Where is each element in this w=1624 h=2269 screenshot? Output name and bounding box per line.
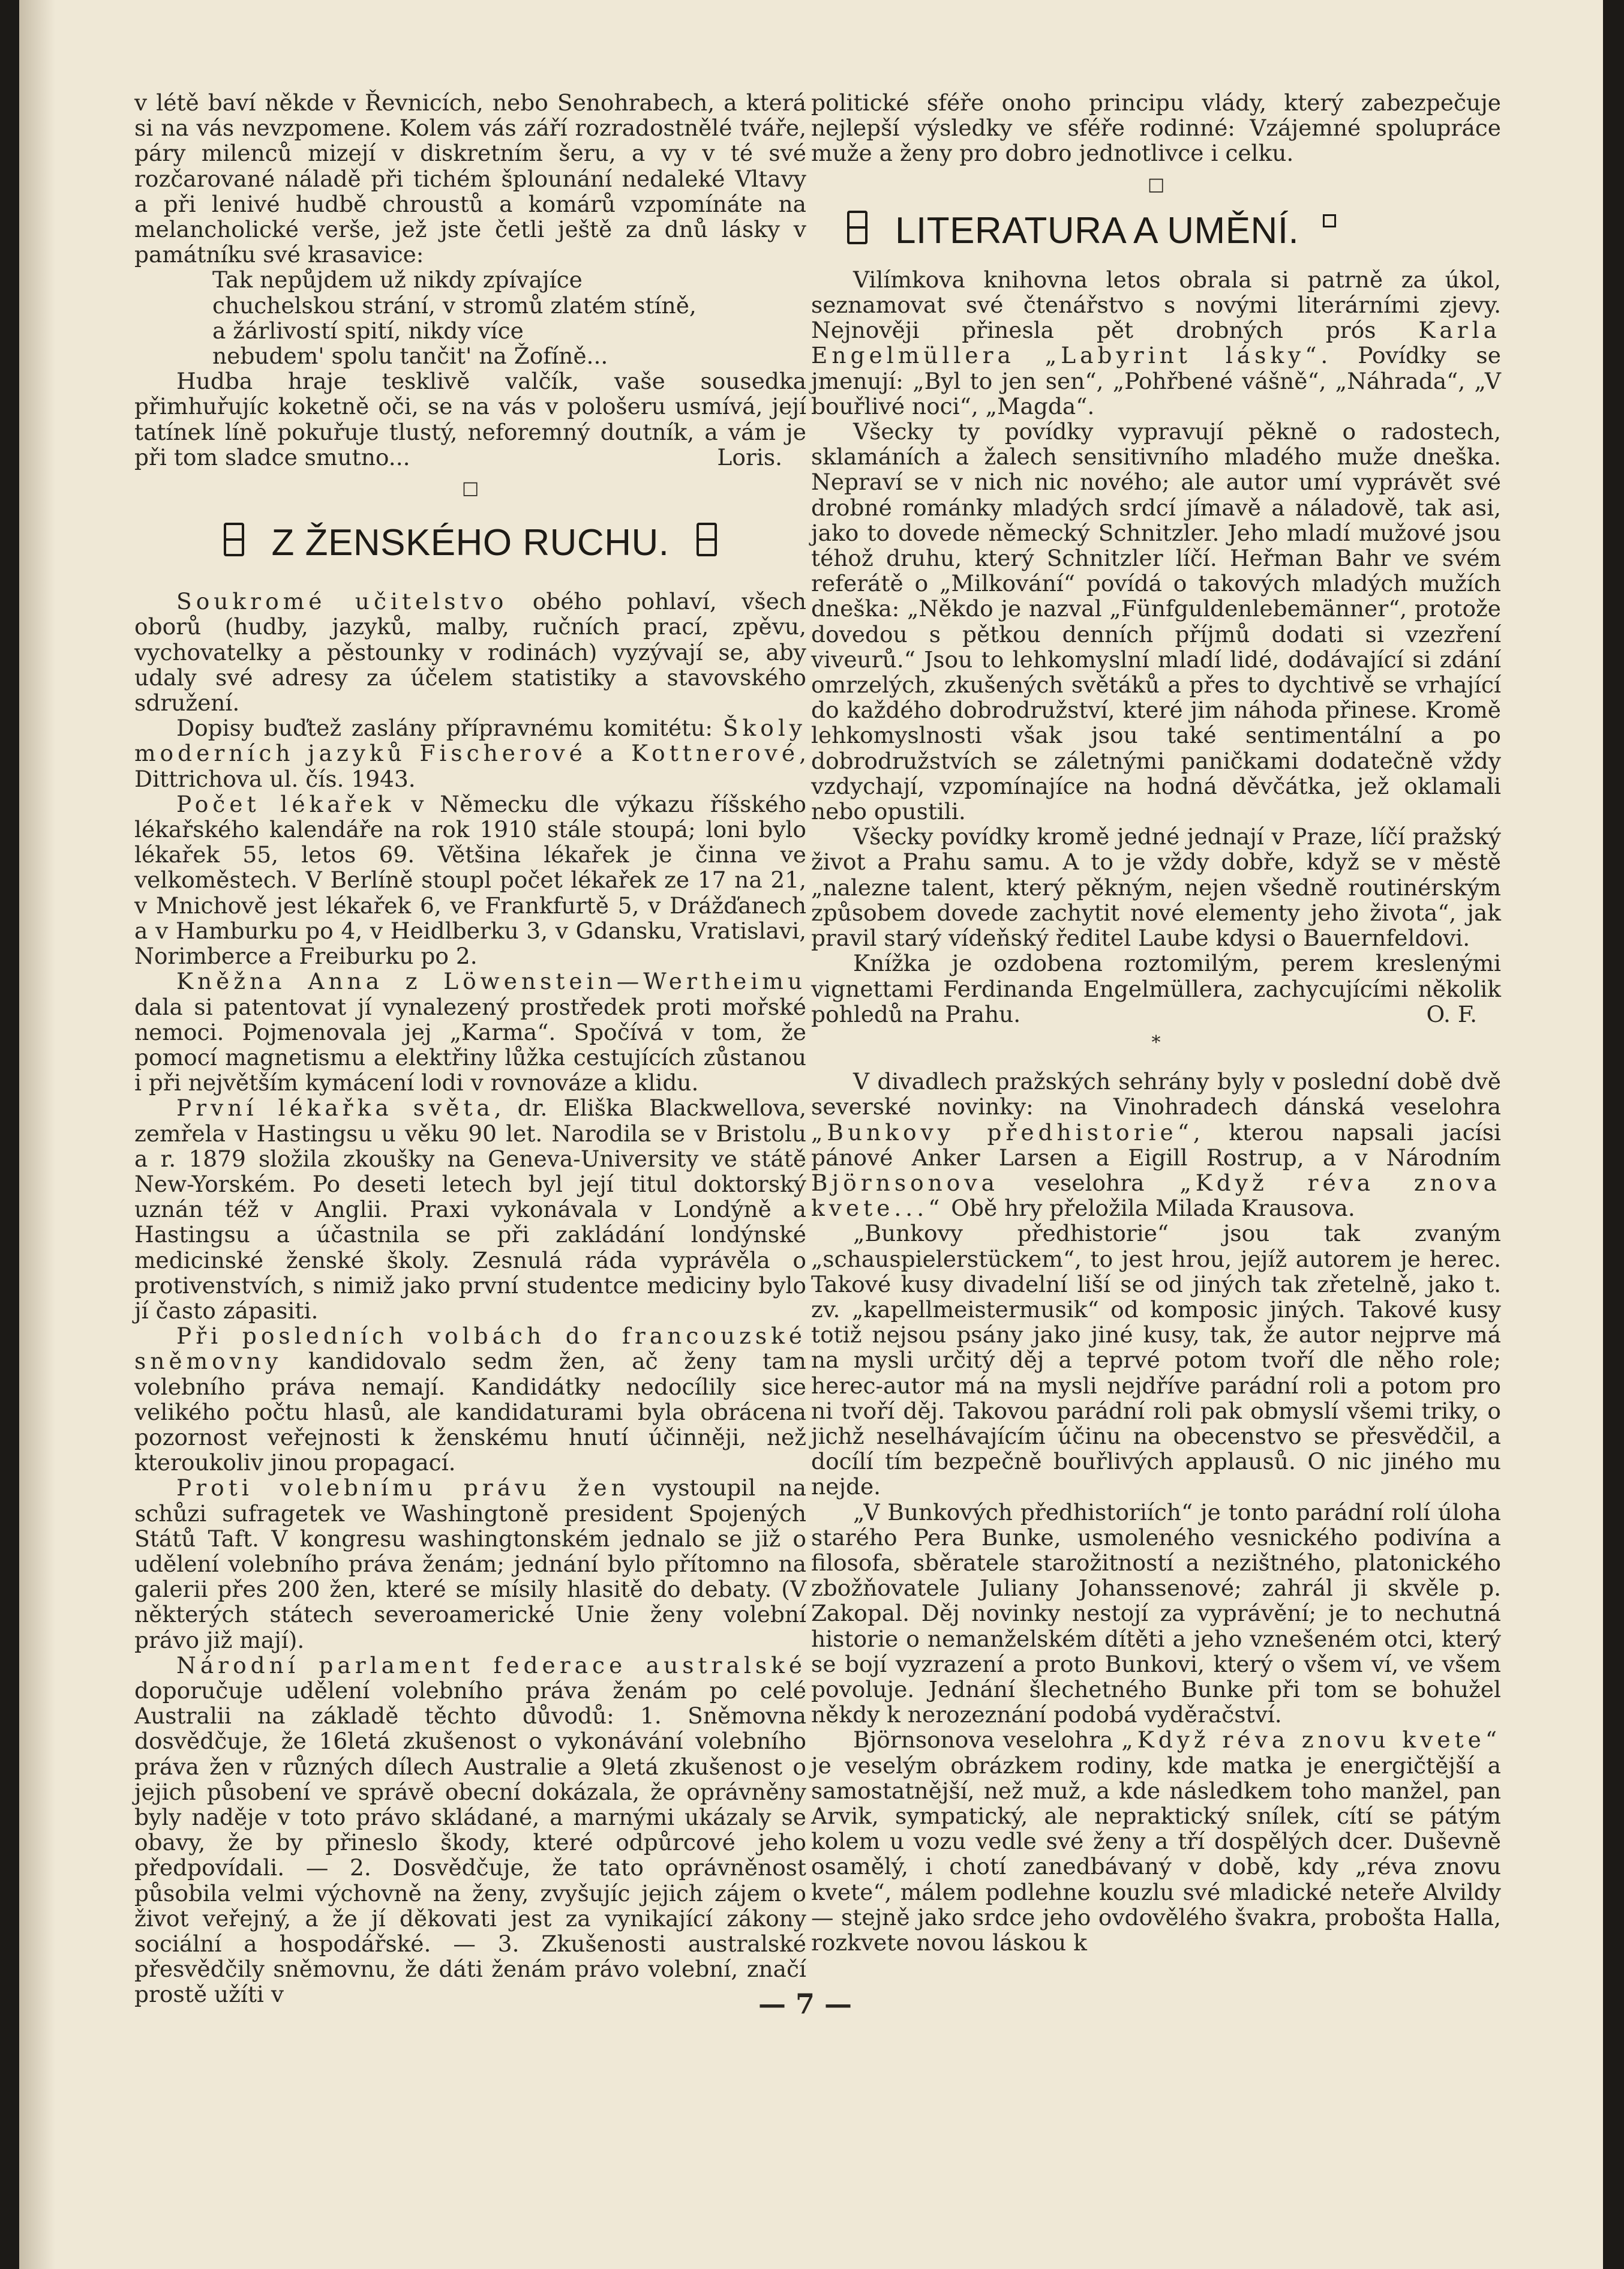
right-column xyxy=(811,90,1501,1955)
news-item xyxy=(134,1475,806,1652)
text: Björnsonova veselohra xyxy=(853,1727,1122,1754)
text: je veselým obrázkem rodiny, kde matka je energičtější a samostatnější, než muž, a kde následkem toho manžel, pan Arvik, sympatický, ale nepraktický snílek, cítí se pátým kolem u vozu vedle své ženy a tří dospělých dcer. Duševně osamělý, i chotí zanedbávaný v době, kdy „réva znovu kvete“, málem podlehne kouzlu své mladické neteře Alvildy — stejně jako srdce jeho ovdovělého švakra, probošta Halla, rozkvete novou láskou k xyxy=(811,1752,1501,1956)
play-title: „Když réva znovu kvete“ xyxy=(1121,1727,1502,1754)
item-lead: Národní parlament federace australské xyxy=(176,1651,806,1678)
feuilleton-outro xyxy=(134,368,806,470)
page-spine-shadow xyxy=(19,0,55,2269)
author-name: Björnsonova xyxy=(811,1169,999,1196)
verse-line: nebudem' spolu tančit' na Žofíně... xyxy=(212,343,608,370)
left-column xyxy=(134,90,806,2007)
heading-text: LITERATURA A UMĚNÍ. xyxy=(895,209,1299,251)
magazine-page xyxy=(19,0,1603,2269)
item-lead: Proti volebnímu právu žen xyxy=(176,1474,630,1501)
ornament-icon xyxy=(224,523,244,556)
item-text: , dr. Eliška Blackwellova, zemřela v Hastingsu u věku 90 let. Narodila se v Bristolu a r. 1879 složila zkoušky na Geneva-University ve státě New-Yorském. Po deseti letech byl její titul doktorský uznán též v Anglii. Praxi vykonávala v Londýně a Hastingsu a účastnila se při zakládání londýnské medicinské ženské školy. Zesnulá ráda vyprávěla o protivenstvích, s nimiž jako první studentce mediciny bylo jí často zápasiti. xyxy=(134,1095,806,1324)
text: Vilímkova knihovna letos obrala si patrně za úkol, seznamovat své čtenářstvo s novými literárními zjevy. Nejnověji přinesla pět drobných prós xyxy=(811,266,1501,344)
item-text: obého pohlaví, všech oborů (hudby, jazyků, malby, ručních prací, zpěvu, vychovatelky a pěstounky v rodinách) vyzývají se, aby udaly své adresy za účelem statistiky a stavovského sdružení. xyxy=(134,588,806,717)
continued-text: politické sféře onoho principu vlády, který zabezpečuje nejlepší výsledky ve sféře rodinné: Vzájemné spolupráce muže a ženy pro dobro jednotlivce i celku. xyxy=(811,89,1501,167)
news-item xyxy=(134,969,806,1095)
verse-line: a žárlivostí spití, nikdy více xyxy=(212,317,524,344)
item-lead: Počet lékařek xyxy=(176,790,395,817)
outro-text: Hudba hraje tesklivě valčík, vaše sousedka přimhuřujíc koketně oči, se na vás v pološeru usmívá, její tatínek líně pokuřuje tlustý, neforemný doutník, a vám je při tom sladce smutno... xyxy=(134,368,806,470)
review-paragraph: Všecky povídky kromě jedné jednají v Praze, líčí pražský život a Prahu samu. A to je vždy dobře, když se v městě „nalezne talent, který pěkným, nejen všedně routinérským způsobem dovede zachytit nové elementy jeho života“, jak pravil starý vídeňský ředitel Laube kdysi o Bauernfeldovi. xyxy=(811,823,1501,952)
signature: O. F. xyxy=(1426,1000,1477,1027)
text: , kterou napsali jacísi pánové Anker Larsen a Eigill Rostrup, a v Národním xyxy=(811,1119,1502,1171)
text: Knížka je ozdobena roztomilým, perem kreslenými vignettami Ferdinanda Engelmüllera, zachycujícími několik pohledů na Prahu. xyxy=(811,950,1501,1027)
review-paragraph xyxy=(811,267,1501,419)
item-lead: Soukromé učitelstvo xyxy=(176,588,508,615)
news-item xyxy=(134,715,806,792)
item-text: kandidovalo sedm žen, ač ženy tam volebního práva nemají. Kandidátky nedocílily sice velikého počtu hlasů, ale kandidaturami byla obrácena pozornost veřejnosti k ženskému hnutí účinněji, než kteroukoliv jinou propagací. xyxy=(134,1348,806,1476)
signature: Loris. xyxy=(717,443,782,470)
item-text: dala si patentovat jí vynalezený prostředek proti mořské nemoci. Pojmenovala jej „Karma“. Spočívá v tom, že pomocí magnetismu a elektřiny lůžka cestujících zůstanou i při největším kymácení lodi v rovnováze a klidu. xyxy=(134,993,806,1096)
item-text: Dopisy buďtež zaslány přípravnému komitétu: xyxy=(176,715,723,742)
item-text: vystoupil na schůzi sufragetek ve Washingtoně president Spojených Států Taft. V kongresu washingtonském jednalo se již o udělení volebního práva ženám; jednání bylo přítomno na galerii přes 200 žen, které se mísily hlasitě do debaty. (V některých státech severoamerické Unie ženy volební právo již mají). xyxy=(134,1474,806,1653)
book-title: „Labyrint lásky“ xyxy=(1044,342,1321,369)
ornament-icon xyxy=(847,211,867,244)
news-item xyxy=(134,1095,806,1323)
school-name: Školy moderních jazyků Fischerové a Kottnerové xyxy=(134,715,806,767)
ornament-icon xyxy=(697,523,717,556)
play-title: „Bunkovy předhistorie“ xyxy=(811,1119,1193,1146)
text: veselohra xyxy=(998,1169,1180,1196)
review-paragraph xyxy=(811,1727,1501,1955)
review-paragraph xyxy=(811,1069,1501,1221)
author-name: Karla Engelmüllera xyxy=(811,317,1501,369)
asterisk-separator: * xyxy=(1151,1032,1161,1053)
item-lead: První lékařka světa xyxy=(176,1095,494,1122)
item-lead: Při posledních volbách do francouzské sněmovny xyxy=(134,1323,806,1375)
heading-text: Z ŽENSKÉHO RUCHU. xyxy=(271,522,670,564)
small-square-icon xyxy=(1323,214,1336,227)
text: Obě hry přeložila Milada Krausova. xyxy=(944,1195,1355,1222)
play-title: „Když réva znova kvete...“ xyxy=(811,1169,1501,1222)
news-item xyxy=(134,792,806,969)
news-item xyxy=(134,1653,806,2007)
review-paragraph: „V Bunkových předhistoriích“ je tonto parádní rolí úloha starého Pera Bunke, usmoleného vesnického podivína a filosofa, sběratele starožitností a nezištného, platonického zbožňovatele Juliany Johanssenové; zahrál ji skvěle p. Zakopal. Děj novinky nestojí za vyprávění; je to nechutná historie o nemanželském dítěti a jeho vznešeném otci, který se bojí vyzrazení a proto Bunkovi, který o všem ví, ve všem povoluje. Jednání šlechetného Bunke při tom se bohužel někdy k nerozeznání podobá vyděračství. xyxy=(811,1498,1501,1728)
news-item xyxy=(134,589,806,715)
text: V divadlech pražských sehrány byly v poslední době dvě severské novinky: na Vinohradech dánská veselohra xyxy=(811,1068,1501,1120)
section-separator: □ xyxy=(461,478,479,499)
news-item xyxy=(134,1323,806,1475)
item-text: v Německu dle výkazu říšského lékařského kalendáře na rok 1910 stále stoupá; loni bylo lékařek 55, letos 69. Většina lékařek je činna ve velkoměstech. V Berlíně stoupl počet lékařek ze 17 na 21, v Mnichově jest lékařek 6, ve Frankfurtě 5, v Drážďanech a v Hamburku po 4, v Heidlberku 3, v Gdansku, Vratislavi, Norimberce a Freiburku po 2. xyxy=(134,790,806,970)
review-paragraph: „Bunkovy předhistorie“ jsou tak zvaným „schauspielerstückem“, to jest hrou, jejíž autorem je herec. Takové kusy divadelní liší se od jiných tak zřetelně, jako t. zv. „kapellmeistermusik“ od komposic jiných. Takové kusy totiž nejsou psány jako jiné kusy, tak, že autor nejprve má na mysli určitý děj a teprvé potom tvoří dle něho role; herec-autor má na mysli nejdříve parádní roli a potom pro ni tvoří děj. Takovou parádní roli pak obmyslí všemi triky, o jichž neselhávajícím účinu na obecenstvo se přesvědčil, a docílí tím bezpečně bouřlivých applausů. O nic jiného mu nejde. xyxy=(811,1220,1501,1500)
section-heading-womens-movement xyxy=(134,519,806,567)
text: . Povídky se jmenují: „Byl to jen sen“, „Pohřbené vášně“, „Náhrada“, „V bouřlivé noci“, „Magda“. xyxy=(811,342,1501,419)
item-text: doporučuje udělení volebního práva ženám po celé Australii na základě těchto důvodů: 1. Sněmovna dosvědčuje, že 16letá zkušenost o vykonávání volebního práva žen v různých dílech Australie a 9letá zkušenost o jejich působení ve správě obecní dokázala, že oprávněny byly naděje v toto právo skládané, a marnými ukázaly se obavy, že by přineslo škody, které odpůrcové jeho předpovídali. — 2. Dosvědčuje, že tato oprávněnost působila velmi výchovně na ženy, zvyšujíc jejich zájem o život veřejný, a že jí děkovati jest za vynikající zákony sociální a hospodářské. — 3. Zkušenosti australské přesvědčily sněmovnu, že dáti ženám právo volební, značí prostě užíti v xyxy=(134,1677,806,2008)
verse-line: Tak nepůjdem už nikdy zpívajíce xyxy=(212,266,583,293)
section-separator: □ xyxy=(1147,173,1165,195)
feuilleton-intro: v létě baví někde v Řevnicích, nebo Senohrabech, a která si na vás nevzpomene. Kolem vás září rozradostnělé tváře, páry milenců mizejí v diskretním šeru, a vy v té své rozčarované náladě při tichém šplounání nedaleké Vltavy a při lenivé hudbě chroustů a komárů vzpomínáte na melancholické verše, jež jste četli ještě za dnů lásky v památníku své krasavice: xyxy=(134,89,806,268)
review-paragraph xyxy=(811,951,1501,1027)
school-address: , Dittrichova ul. čís. 1943. xyxy=(134,740,806,792)
verse-quote xyxy=(212,267,806,368)
section-heading-literature xyxy=(811,207,1501,255)
review-paragraph: Všecky ty povídky vypravují pěkně o radostech, sklamáních a žalech sensitivního mladého muže dneška. Nepraví se v nich nic nového; ale autor umí vyprávět své drobné románky mladých srdcí jímavě a náladově, tak asi, jako to dovede německý Schnitzler. Jeho mladí mužové jsou téhož druhu, který Schnitzler líčí. Heřman Bahr ve svém referátě o „Milkování“ povídá o takových mladých mužích dneška: „Někdo je nazval „Fünfguldenlebemänner“, protože dovedou s pětkou denních příjmů dodati si vzezření viveurů.“ Jsou to lehkomyslní mladí lidé, dodávající si zdání omrzelých, zkušených světáků a přes to dychtivě se vrhající do každého dobrodružství, které jim náhoda přinese. Kromě lehkomyslnosti však jsou také sentimentální a po dobrodružstvích se záletnými paničkami dodatečně vždy vzdychají, vzpomínajíce na hodná děvčátka, jež oklamali nebo opustili. xyxy=(811,418,1501,825)
verse-line: chuchelskou strání, v stromů zlatém stíně, xyxy=(212,292,697,319)
page-number: — 7 — xyxy=(758,1988,852,2020)
item-lead: Kněžna Anna z Löwenstein—Wertheimu xyxy=(176,968,806,995)
